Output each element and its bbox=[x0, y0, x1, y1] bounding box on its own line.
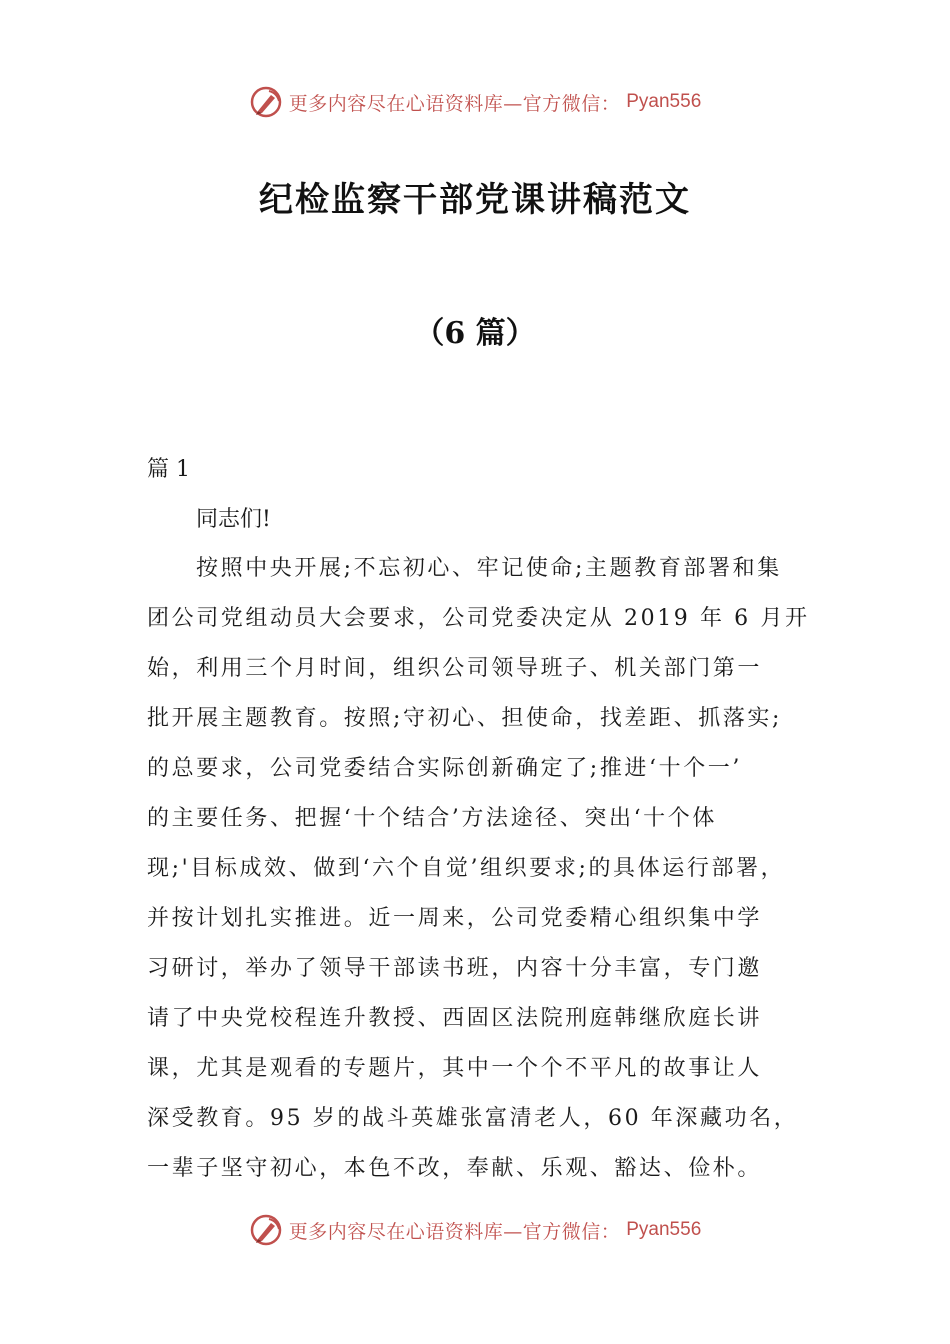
pen-logo-icon bbox=[249, 1213, 283, 1247]
watermark-wechat-id: Pyan556 bbox=[626, 1219, 702, 1240]
body-line: 的主要任务、把握‘十个结合’方法途径、突出‘十个体 bbox=[147, 806, 717, 831]
header-watermark bbox=[0, 82, 950, 122]
watermark-text: 更多内容尽在心语资料库—官方微信： bbox=[288, 92, 621, 115]
body-line: 始，利用三个月时间，组织公司领导班子、机关部门第一 bbox=[147, 656, 763, 681]
pen-logo-icon bbox=[249, 85, 283, 119]
body-paragraph bbox=[147, 548, 827, 1198]
body-line: 按照中央开展;不忘初心、牢记使命;主题教育部署和集 bbox=[196, 556, 782, 581]
section-label: 篇 1 bbox=[147, 457, 190, 482]
body-line: 批开展主题教育。按照;守初心、担使命，找差距、抓落实; bbox=[147, 706, 783, 731]
greeting: 同志们! bbox=[196, 507, 271, 532]
body-line: 团公司党组动员大会要求，公司党委决定从 2019 年 6 月开 bbox=[147, 606, 810, 631]
body-line: 深受教育。95 岁的战斗英雄张富清老人，60 年深藏功名， bbox=[147, 1106, 799, 1131]
footer-watermark bbox=[0, 1210, 950, 1250]
body-line: 一辈子坚守初心，本色不改，奉献、乐观、豁达、俭朴。 bbox=[147, 1156, 763, 1181]
document-subtitle: （6 篇） bbox=[414, 316, 536, 351]
body-line: 现;'目标成效、做到‘六个自觉’组织要求;的具体运行部署， bbox=[147, 856, 786, 881]
body-line: 并按计划扎实推进。近一周来，公司党委精心组织集中学 bbox=[147, 906, 763, 931]
watermark-text: 更多内容尽在心语资料库—官方微信： bbox=[288, 1220, 621, 1243]
body-line: 课，尤其是观看的专题片，其中一个个不平凡的故事让人 bbox=[147, 1056, 763, 1081]
watermark-wechat-id: Pyan556 bbox=[626, 91, 702, 112]
body-line: 请了中央党校程连升教授、西固区法院刑庭韩继欣庭长讲 bbox=[147, 1006, 763, 1031]
body-line: 的总要求，公司党委结合实际创新确定了;推进‘十个一’ bbox=[147, 756, 742, 781]
document-title: 纪检监察干部党课讲稿范文 bbox=[259, 180, 691, 220]
body-line: 习研讨，举办了领导干部读书班，内容十分丰富，专门邀 bbox=[147, 956, 763, 981]
